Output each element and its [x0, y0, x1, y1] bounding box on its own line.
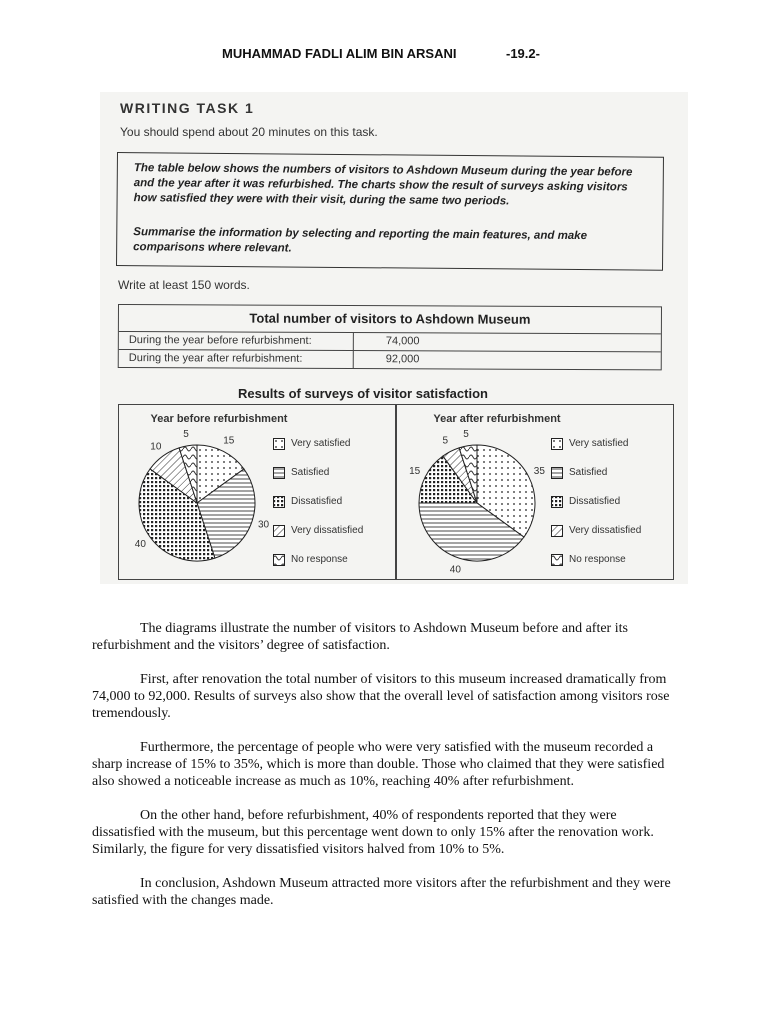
legend-swatch	[273, 554, 285, 566]
legend-swatch	[551, 467, 563, 479]
legend-item-satisfied	[551, 466, 671, 480]
legend-swatch	[551, 525, 563, 537]
legend-item-very-satisfied	[551, 437, 671, 451]
legend-item-dissatisfied	[551, 495, 671, 509]
legend-swatch	[273, 438, 285, 450]
essay-paragraph-4: On the other hand, before refurbishment, 40% of respondents reported that they were dissatisfied with the museum, but this percentage went down to only 15% after the renovation work. Similarly, the figure for very dissatisfied visitors halved from 10% to 5%.	[92, 808, 654, 857]
task-title: WRITING TASK 1	[120, 100, 255, 116]
task-prompt-box	[116, 152, 664, 271]
legend-item-no-response	[273, 553, 393, 567]
table-row-label: During the year before refurbishment:	[128, 334, 312, 347]
table-row	[119, 350, 661, 369]
legend-label: Very dissatisfied	[291, 525, 364, 536]
table-row-label: During the year after refurbishment:	[128, 352, 303, 365]
legend-label: Very dissatisfied	[569, 525, 642, 536]
pie-value-label: 5	[183, 428, 189, 440]
pie-value-label: 40	[134, 539, 146, 551]
legend-label: Satisfied	[291, 467, 330, 478]
pie-value-label: 10	[150, 441, 162, 453]
table-row-value: 92,000	[353, 351, 420, 368]
author-name: MUHAMMAD FADLI ALIM BIN ARSANI	[222, 46, 457, 61]
essay-paragraph-3: Furthermore, the percentage of people who were very satisfied with the museum recorded a sharp increase of 15% to 35%, which is more than double. Those who claimed that they were satisfied also showed a noticeable increase as much as 10%, reaching 40% after refurbishment.	[92, 740, 665, 789]
legend-label: Dissatisfied	[569, 496, 621, 507]
pie-value-label: 5	[463, 428, 469, 440]
pie-value-label: 15	[409, 466, 421, 478]
legend-swatch	[551, 554, 563, 566]
pie-value-label: 15	[223, 435, 235, 447]
legend-swatch	[551, 438, 563, 450]
legend-item-very-satisfied	[273, 437, 393, 451]
pie-value-label: 5	[442, 435, 449, 447]
legend-label: Dissatisfied	[291, 496, 343, 507]
pie-value-label: 40	[449, 564, 461, 576]
pie-title-before: Year before refurbishment	[150, 413, 288, 425]
pie-value-label: 35	[533, 466, 545, 478]
pie-panel-after	[396, 404, 674, 580]
task-prompt-description: The table below shows the numbers of visitors to Ashdown Museum during the year before and the year after it was refurbished. The charts show the result of surveys asking visitors how satisfied they were with their visit, during the same two periods.	[133, 162, 633, 208]
task-time-note: You should spend about 20 minutes on this task.	[120, 125, 378, 139]
visitors-table	[118, 304, 662, 370]
legend-item-satisfied	[273, 466, 393, 480]
essay-paragraph-5: In conclusion, Ashdown Museum attracted more visitors after the refurbishment and they were satisfied with the changes made.	[92, 876, 671, 908]
pie-panel-before	[118, 404, 396, 580]
legend-label: No response	[291, 554, 348, 565]
legend-swatch	[273, 496, 285, 508]
essay-paragraph-2: First, after renovation the total number of visitors to this museum increased dramatically from 74,000 to 92,000. Results of surveys also show that the overall level of satisfaction among visitors rose tremendously.	[92, 672, 670, 721]
essay-paragraph-1: The diagrams illustrate the number of visitors to Ashdown Museum before and after its refurbishment and the visitors’ degree of satisfaction.	[92, 621, 628, 653]
task-prompt-instruction: Summarise the information by selecting and reporting the main features, and make comparisons where relevant.	[133, 226, 588, 255]
page-code: -19.2-	[506, 46, 540, 61]
scanned-task-sheet	[100, 92, 688, 584]
legend-swatch	[551, 496, 563, 508]
legend-label: No response	[569, 554, 626, 565]
table-row-value: 74,000	[353, 333, 420, 350]
table-row	[119, 332, 661, 352]
legend-item-very-dissatisfied	[273, 524, 393, 538]
legend-label: Very satisfied	[291, 438, 351, 449]
pie-title-after: Year after refurbishment	[433, 413, 561, 425]
visitors-table-title: Total number of visitors to Ashdown Museum	[119, 305, 661, 334]
legend-label: Satisfied	[569, 467, 608, 478]
word-count-note: Write at least 150 words.	[118, 278, 250, 292]
legend-swatch	[273, 467, 285, 479]
legend-item-no-response	[551, 553, 671, 567]
survey-chart-title: Results of surveys of visitor satisfaction	[238, 386, 488, 401]
legend-item-dissatisfied	[273, 495, 393, 509]
legend-label: Very satisfied	[569, 438, 629, 449]
pie-value-label: 30	[258, 519, 270, 531]
essay	[92, 620, 672, 926]
legend-item-very-dissatisfied	[551, 524, 671, 538]
legend-swatch	[273, 525, 285, 537]
